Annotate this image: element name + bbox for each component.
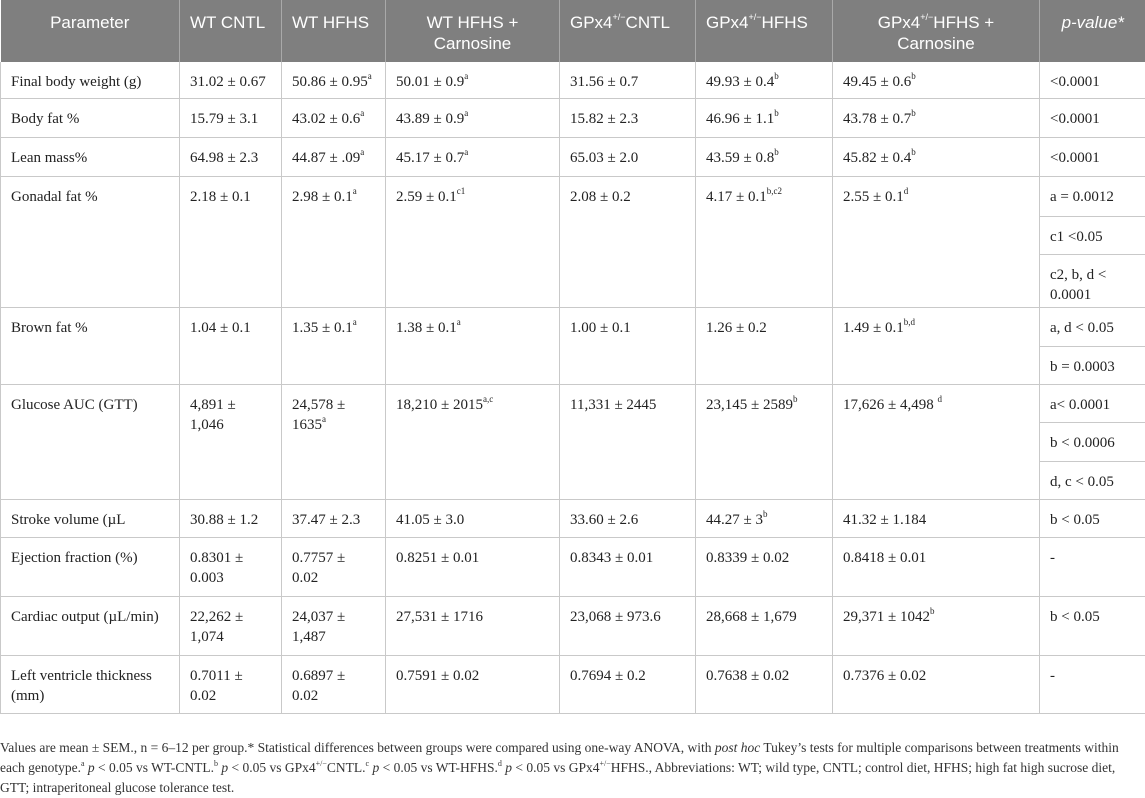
value-text: 15.82 ± 2.3 [570, 111, 638, 127]
value-text: 31.56 ± 0.7 [570, 74, 638, 90]
value-text: 30.88 ± 1.2 [190, 512, 258, 528]
value-text: 50.86 ± 0.95 [292, 74, 368, 90]
parameter-label: Glucose AUC (GTT) [11, 397, 138, 413]
value-text: 2.18 ± 0.1 [190, 189, 251, 205]
value-cell [560, 537, 696, 596]
value-cell [282, 307, 386, 384]
header-gpx4-cntl [560, 0, 696, 62]
value-text: 43.02 ± 0.6 [292, 111, 360, 127]
value-text: 29,371 ± 1042 [843, 609, 930, 625]
parameter-label: Left ventricle thickness (mm) [11, 668, 152, 704]
value-cell [696, 307, 833, 384]
value-cell [560, 384, 696, 499]
p-value-text: <0.0001 [1050, 150, 1100, 166]
value-text: 2.59 ± 0.1 [396, 189, 457, 205]
p-value-cell [1040, 216, 1145, 254]
footnote-text: < 0.05 vs GPx4 [512, 760, 600, 775]
table-row [1, 596, 1145, 655]
value-text: 0.7757 ± 0.02 [292, 550, 345, 586]
table-body [1, 62, 1145, 713]
p-value-text: a< 0.0001 [1050, 397, 1110, 413]
footnote-text: p [221, 760, 228, 775]
value-cell [560, 499, 696, 537]
p-value-text: <0.0001 [1050, 74, 1100, 90]
table-row [1, 537, 1145, 596]
header-row [1, 0, 1145, 62]
p-value-cell [1040, 596, 1145, 655]
value-text: 31.02 ± 0.67 [190, 74, 266, 90]
value-text: 50.01 ± 0.9 [396, 74, 464, 90]
p-value-cell [1040, 346, 1145, 384]
value-text: 2.98 ± 0.1 [292, 189, 353, 205]
value-cell [833, 384, 1040, 499]
footnote-superscript: b [214, 759, 218, 768]
value-text: 49.93 ± 0.4 [706, 74, 774, 90]
p-value-cell [1040, 254, 1145, 307]
value-text: 2.08 ± 0.2 [570, 189, 631, 205]
value-cell [833, 176, 1040, 307]
value-text: 44.27 ± 3 [706, 512, 763, 528]
value-cell [386, 537, 560, 596]
value-cell [282, 655, 386, 713]
value-text: 1.49 ± 0.1 [843, 320, 904, 336]
parameter-cell [1, 537, 180, 596]
value-cell [696, 98, 833, 137]
value-cell [180, 98, 282, 137]
value-cell [180, 499, 282, 537]
parameter-label: Final body weight (g) [11, 74, 141, 90]
value-cell [180, 176, 282, 307]
value-text: 22,262 ± 1,074 [190, 609, 243, 645]
parameter-cell [1, 499, 180, 537]
value-text: 17,626 ± 4,498 [843, 397, 937, 413]
parameter-cell [1, 137, 180, 176]
footnote-text: post hoc [715, 740, 760, 755]
footnote-text: p [505, 760, 512, 775]
significance-marker: a,c [483, 394, 493, 404]
parameter-cell [1, 176, 180, 307]
value-text: 41.05 ± 3.0 [396, 512, 464, 528]
parameter-label: Body fat % [11, 111, 79, 127]
value-text: 0.7011 ± 0.02 [190, 668, 243, 704]
value-cell [560, 98, 696, 137]
significance-marker: a [457, 317, 461, 327]
value-cell [560, 62, 696, 98]
value-cell [560, 176, 696, 307]
value-cell [386, 307, 560, 384]
significance-marker: b [774, 147, 779, 157]
footnote-superscript: d [498, 759, 502, 768]
significance-marker: b [774, 71, 779, 81]
value-text: 0.7376 ± 0.02 [843, 668, 926, 684]
header-wt-hfhs-carnosine [386, 0, 560, 62]
value-cell [386, 596, 560, 655]
value-cell [833, 137, 1040, 176]
parameter-label: Brown fat % [11, 320, 88, 336]
footnote-text: Values are mean ± SEM., n = 6–12 per group.* Statistical differences between groups were compared using one-way ANOVA, with [0, 740, 715, 755]
value-text: 1.26 ± 0.2 [706, 320, 767, 336]
value-text: 0.6897 ± 0.02 [292, 668, 345, 704]
significance-marker: a [368, 71, 372, 81]
footnote-superscript: a [81, 759, 85, 768]
value-cell [282, 384, 386, 499]
value-text: 44.87 ± .09 [292, 150, 360, 166]
significance-marker: a [322, 414, 326, 424]
significance-marker: b [763, 509, 768, 519]
value-cell [696, 137, 833, 176]
header-label: WT CNTL [190, 13, 265, 32]
parameter-label: Stroke volume (µL [11, 512, 125, 528]
significance-marker: a [464, 147, 468, 157]
p-value-cell [1040, 384, 1145, 422]
significance-marker: a [360, 147, 364, 157]
value-cell [833, 655, 1040, 713]
value-cell [282, 98, 386, 137]
value-text: 0.7638 ± 0.02 [706, 668, 789, 684]
value-cell [180, 137, 282, 176]
p-value-text: b < 0.05 [1050, 512, 1100, 528]
value-text: 0.7591 ± 0.02 [396, 668, 479, 684]
significance-marker: b,c2 [767, 186, 782, 196]
value-text: 2.55 ± 0.1 [843, 189, 904, 205]
footnote-text: HFHS., Abbreviations: WT; wild type, CNTL; control diet, HFHS; high fat high sucrose diet, GTT; intraperitoneal glucose tolerance test. [0, 760, 1115, 795]
significance-marker: b [911, 108, 916, 118]
value-text: 0.8301 ± 0.003 [190, 550, 243, 586]
value-text: 4,891 ± 1,046 [190, 397, 236, 433]
value-cell [696, 499, 833, 537]
value-text: 43.89 ± 0.9 [396, 111, 464, 127]
value-cell [696, 655, 833, 713]
value-text: 37.47 ± 2.3 [292, 512, 360, 528]
header-label: GPx4 [706, 13, 749, 32]
value-text: 1.35 ± 0.1 [292, 320, 353, 336]
significance-marker: b [930, 606, 935, 616]
header-wt-hfhs [282, 0, 386, 62]
table-row [1, 137, 1145, 176]
parameter-cell [1, 596, 180, 655]
value-cell [560, 596, 696, 655]
value-cell [833, 98, 1040, 137]
parameter-cell [1, 384, 180, 499]
value-cell [386, 62, 560, 98]
p-value-cell [1040, 655, 1145, 713]
value-cell [282, 596, 386, 655]
footnote-text: < 0.05 vs GPx4 [228, 760, 316, 775]
header-parameter [1, 0, 180, 62]
value-text: 0.8251 ± 0.01 [396, 550, 479, 566]
parameter-cell [1, 655, 180, 713]
table-row [1, 98, 1145, 137]
value-text: 1.38 ± 0.1 [396, 320, 457, 336]
header-p-value [1040, 0, 1145, 62]
value-text: 65.03 ± 2.0 [570, 150, 638, 166]
header-gpx4-hfhs-carnosine [833, 0, 1040, 62]
value-cell [386, 655, 560, 713]
footnote-superscript: c [366, 759, 370, 768]
footnote-superscript: +/− [316, 759, 327, 768]
parameter-label: Ejection fraction (%) [11, 550, 138, 566]
p-value-text: - [1050, 550, 1055, 566]
value-text: 41.32 ± 1.184 [843, 512, 926, 528]
p-value-cell [1040, 307, 1145, 346]
significance-marker: a [464, 71, 468, 81]
value-cell [560, 307, 696, 384]
parameter-label: Cardiac output (µL/min) [11, 609, 159, 625]
value-cell [833, 307, 1040, 384]
footnote-text: Tukey’s tests for multiple comparisons between treatments within each genotype. [0, 740, 1119, 775]
value-cell [833, 596, 1040, 655]
value-text: 1.04 ± 0.1 [190, 320, 251, 336]
p-value-text: a = 0.0012 [1050, 189, 1114, 205]
p-value-cell [1040, 137, 1145, 176]
value-text: 27,531 ± 1716 [396, 609, 483, 625]
value-text: 15.79 ± 3.1 [190, 111, 258, 127]
value-cell [386, 98, 560, 137]
value-text: 0.7694 ± 0.2 [570, 668, 646, 684]
value-cell [180, 596, 282, 655]
value-text: 23,068 ± 973.6 [570, 609, 661, 625]
p-value-cell [1040, 176, 1145, 216]
header-superscript: +/− [749, 12, 762, 22]
value-cell [180, 384, 282, 499]
significance-marker: a [353, 317, 357, 327]
parameter-label: Lean mass% [11, 150, 87, 166]
header-label-suffix: HFHS [762, 13, 808, 32]
p-value-text: c2, b, d < 0.0001 [1050, 267, 1106, 303]
header-label: Parameter [50, 13, 129, 32]
p-value-cell [1040, 461, 1145, 499]
significance-marker: d [937, 394, 942, 404]
p-value-text: c1 <0.05 [1050, 229, 1103, 245]
value-cell [282, 176, 386, 307]
p-value-cell [1040, 422, 1145, 461]
value-text: 43.59 ± 0.8 [706, 150, 774, 166]
value-text: 24,037 ± 1,487 [292, 609, 345, 645]
p-value-cell [1040, 62, 1145, 98]
header-gpx4-hfhs [696, 0, 833, 62]
value-text: 0.8339 ± 0.02 [706, 550, 789, 566]
p-value-text: d, c < 0.05 [1050, 474, 1114, 490]
p-value-text: b = 0.0003 [1050, 359, 1115, 375]
footnote-superscript: +/− [599, 759, 610, 768]
p-value-text: - [1050, 668, 1055, 684]
table-row [1, 62, 1145, 98]
p-value-text: <0.0001 [1050, 111, 1100, 127]
value-text: 11,331 ± 2445 [570, 397, 656, 413]
value-cell [833, 62, 1040, 98]
table-row [1, 499, 1145, 537]
value-cell [180, 537, 282, 596]
value-text: 23,145 ± 2589 [706, 397, 793, 413]
value-text: 49.45 ± 0.6 [843, 74, 911, 90]
value-text: 0.8418 ± 0.01 [843, 550, 926, 566]
value-text: 45.82 ± 0.4 [843, 150, 911, 166]
header-label: WT HFHS + Carnosine [427, 13, 519, 53]
significance-marker: b [911, 147, 916, 157]
significance-marker: d [904, 186, 909, 196]
value-cell [282, 62, 386, 98]
significance-marker: b,d [904, 317, 915, 327]
value-cell [180, 655, 282, 713]
table-footnote [0, 738, 1140, 798]
value-cell [696, 384, 833, 499]
value-text: 28,668 ± 1,679 [706, 609, 797, 625]
value-cell [282, 137, 386, 176]
header-wt-cntl [180, 0, 282, 62]
table-row [1, 307, 1145, 346]
value-cell [696, 176, 833, 307]
p-value-cell [1040, 537, 1145, 596]
value-cell [180, 307, 282, 384]
header-label: GPx4 [878, 13, 921, 32]
header-superscript: +/− [613, 12, 626, 22]
value-text: 45.17 ± 0.7 [396, 150, 464, 166]
value-text: 1.00 ± 0.1 [570, 320, 631, 336]
value-cell [386, 384, 560, 499]
significance-marker: b [911, 71, 916, 81]
header-label-suffix: CNTL [626, 13, 670, 32]
value-text: 46.96 ± 1.1 [706, 111, 774, 127]
p-value-cell [1040, 98, 1145, 137]
value-text: 0.8343 ± 0.01 [570, 550, 653, 566]
parameter-cell [1, 62, 180, 98]
value-text: 64.98 ± 2.3 [190, 150, 258, 166]
header-superscript: +/− [920, 12, 933, 22]
value-text: 24,578 ± 1635 [292, 397, 345, 433]
value-cell [560, 137, 696, 176]
header-label-suffix: HFHS + Carnosine [897, 13, 994, 53]
table-row [1, 655, 1145, 713]
parameter-label: Gonadal fat % [11, 189, 98, 205]
value-cell [833, 499, 1040, 537]
footnote-text: < 0.05 vs WT-CNTL. [95, 760, 214, 775]
value-cell [833, 537, 1040, 596]
p-value-text: b < 0.05 [1050, 609, 1100, 625]
p-value-cell [1040, 499, 1145, 537]
value-cell [386, 499, 560, 537]
table-row [1, 384, 1145, 422]
value-cell [696, 537, 833, 596]
value-text: 33.60 ± 2.6 [570, 512, 638, 528]
significance-marker: b [774, 108, 779, 118]
parameter-cell [1, 307, 180, 384]
significance-marker: a [360, 108, 364, 118]
header-label: WT HFHS [292, 13, 369, 32]
significance-marker: a [353, 186, 357, 196]
footnote-text: p [372, 760, 379, 775]
significance-marker: c1 [457, 186, 466, 196]
significance-marker: b [793, 394, 798, 404]
value-cell [282, 499, 386, 537]
footnote-text: < 0.05 vs WT-HFHS. [379, 760, 498, 775]
value-cell [386, 137, 560, 176]
value-cell [180, 62, 282, 98]
footnote-text: CNTL. [327, 760, 366, 775]
header-label: GPx4 [570, 13, 613, 32]
p-value-text: a, d < 0.05 [1050, 320, 1114, 336]
p-value-text: b < 0.0006 [1050, 435, 1115, 451]
value-cell [696, 596, 833, 655]
value-cell [282, 537, 386, 596]
value-text: 4.17 ± 0.1 [706, 189, 767, 205]
value-text: 18,210 ± 2015 [396, 397, 483, 413]
footnote-text: p [88, 760, 95, 775]
value-cell [560, 655, 696, 713]
value-cell [696, 62, 833, 98]
header-label: p-value* [1062, 13, 1124, 32]
parameter-cell [1, 98, 180, 137]
value-cell [386, 176, 560, 307]
table-row [1, 176, 1145, 216]
value-text: 43.78 ± 0.7 [843, 111, 911, 127]
significance-marker: a [464, 108, 468, 118]
